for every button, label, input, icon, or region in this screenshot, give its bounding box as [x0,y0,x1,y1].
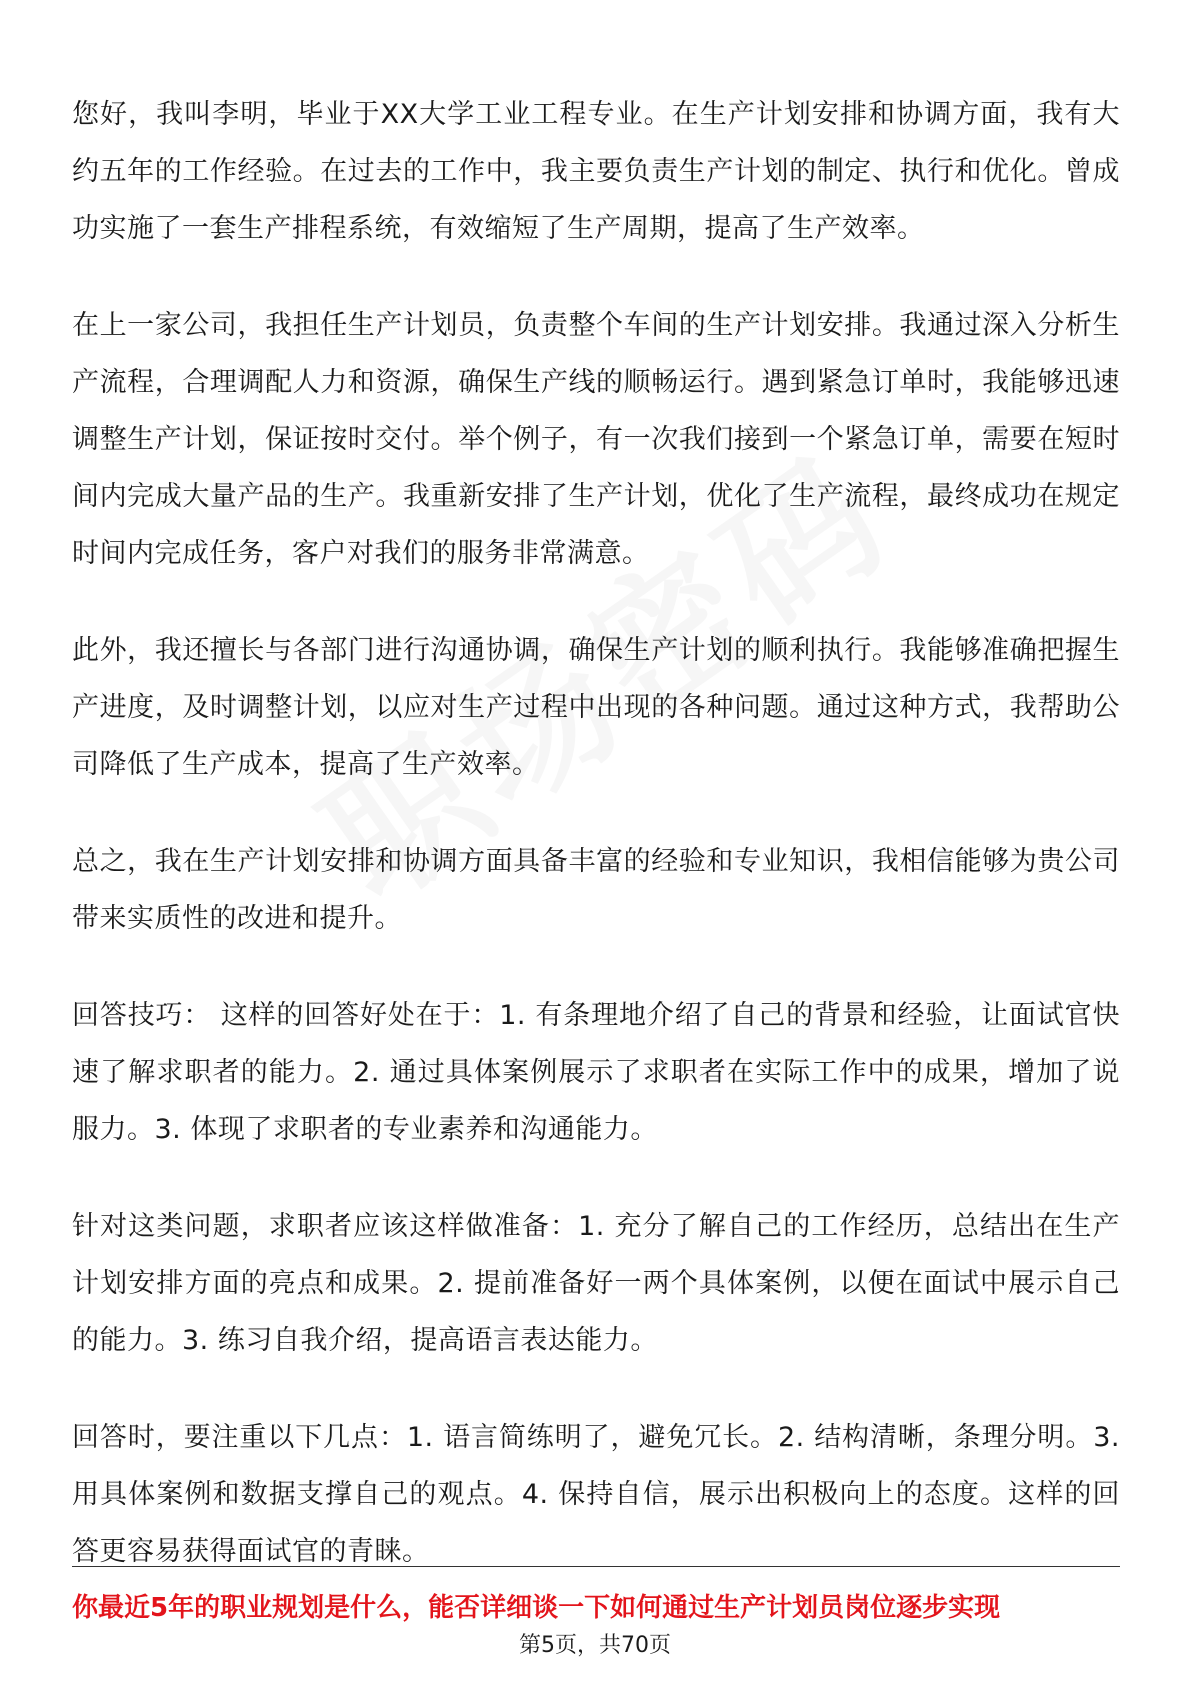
page-number-footer: 第5页，共70页 [519,1633,671,1658]
paragraph-communication: 此外，我还擅长与各部门进行沟通协调，确保生产计划的顺利执行。我能够准确把握生产进度，及时调整计划，以应对生产过程中出现的各种问题。通过这种方式，我帮助公司降低了生产成本，提高了生产效率。 [72,635,1120,780]
paragraph-experience: 在上一家公司，我担任生产计划员，负责整个车间的生产计划安排。我通过深入分析生产流程，合理调配人力和资源，确保生产线的顺畅运行。遇到紧急订单时，我能够迅速调整生产计划，保证按时交付。举个例子，有一次我们接到一个紧急订单，需要在短时间内完成大量产品的生产。我重新安排了生产计划，优化了生产流程，最终成功在规定时间内完成任务，客户对我们的服务非常满意。 [72,310,1120,569]
paragraph-summary: 总之，我在生产计划安排和协调方面具备丰富的经验和专业知识，我相信能够为贵公司带来实质性的改进和提升。 [72,846,1120,934]
paragraph-answer-tips: 回答技巧： 这样的回答好处在于：1. 有条理地介绍了自己的背景和经验，让面试官快速了解求职者的能力。2. 通过具体案例展示了求职者在实际工作中的成果，增加了说服力。3. 体现了求职者的专业素养和沟通能力。 [72,1000,1120,1145]
body-text [72,86,1120,1620]
paragraph-intro: 您好，我叫李明，毕业于XX大学工业工程专业。在生产计划安排和协调方面，我有大约五年的工作经验。在过去的工作中，我主要负责生产计划的制定、执行和优化。曾成功实施了一套生产排程系统，有效缩短了生产周期，提高了生产效率。 [72,99,1120,244]
paragraph-preparation: 针对这类问题，求职者应该这样做准备：1. 充分了解自己的工作经历，总结出在生产计划安排方面的亮点和成果。2. 提前准备好一两个具体案例，以便在面试中展示自己的能力。3. 练习自我介绍，提高语言表达能力。 [72,1211,1120,1356]
paragraph-answer-points: 回答时，要注重以下几点：1. 语言简练明了，避免冗长。2. 结构清晰，条理分明。3. 用具体案例和数据支撑自己的观点。4. 保持自信，展示出积极向上的态度。这样的回答更容易获得面试官的青睐。 [72,1422,1120,1567]
section-divider [72,1566,1120,1567]
next-question-heading: 你最近5年的职业规划是什么，能否详细谈一下如何通过生产计划员岗位逐步实现 [72,1593,1001,1623]
